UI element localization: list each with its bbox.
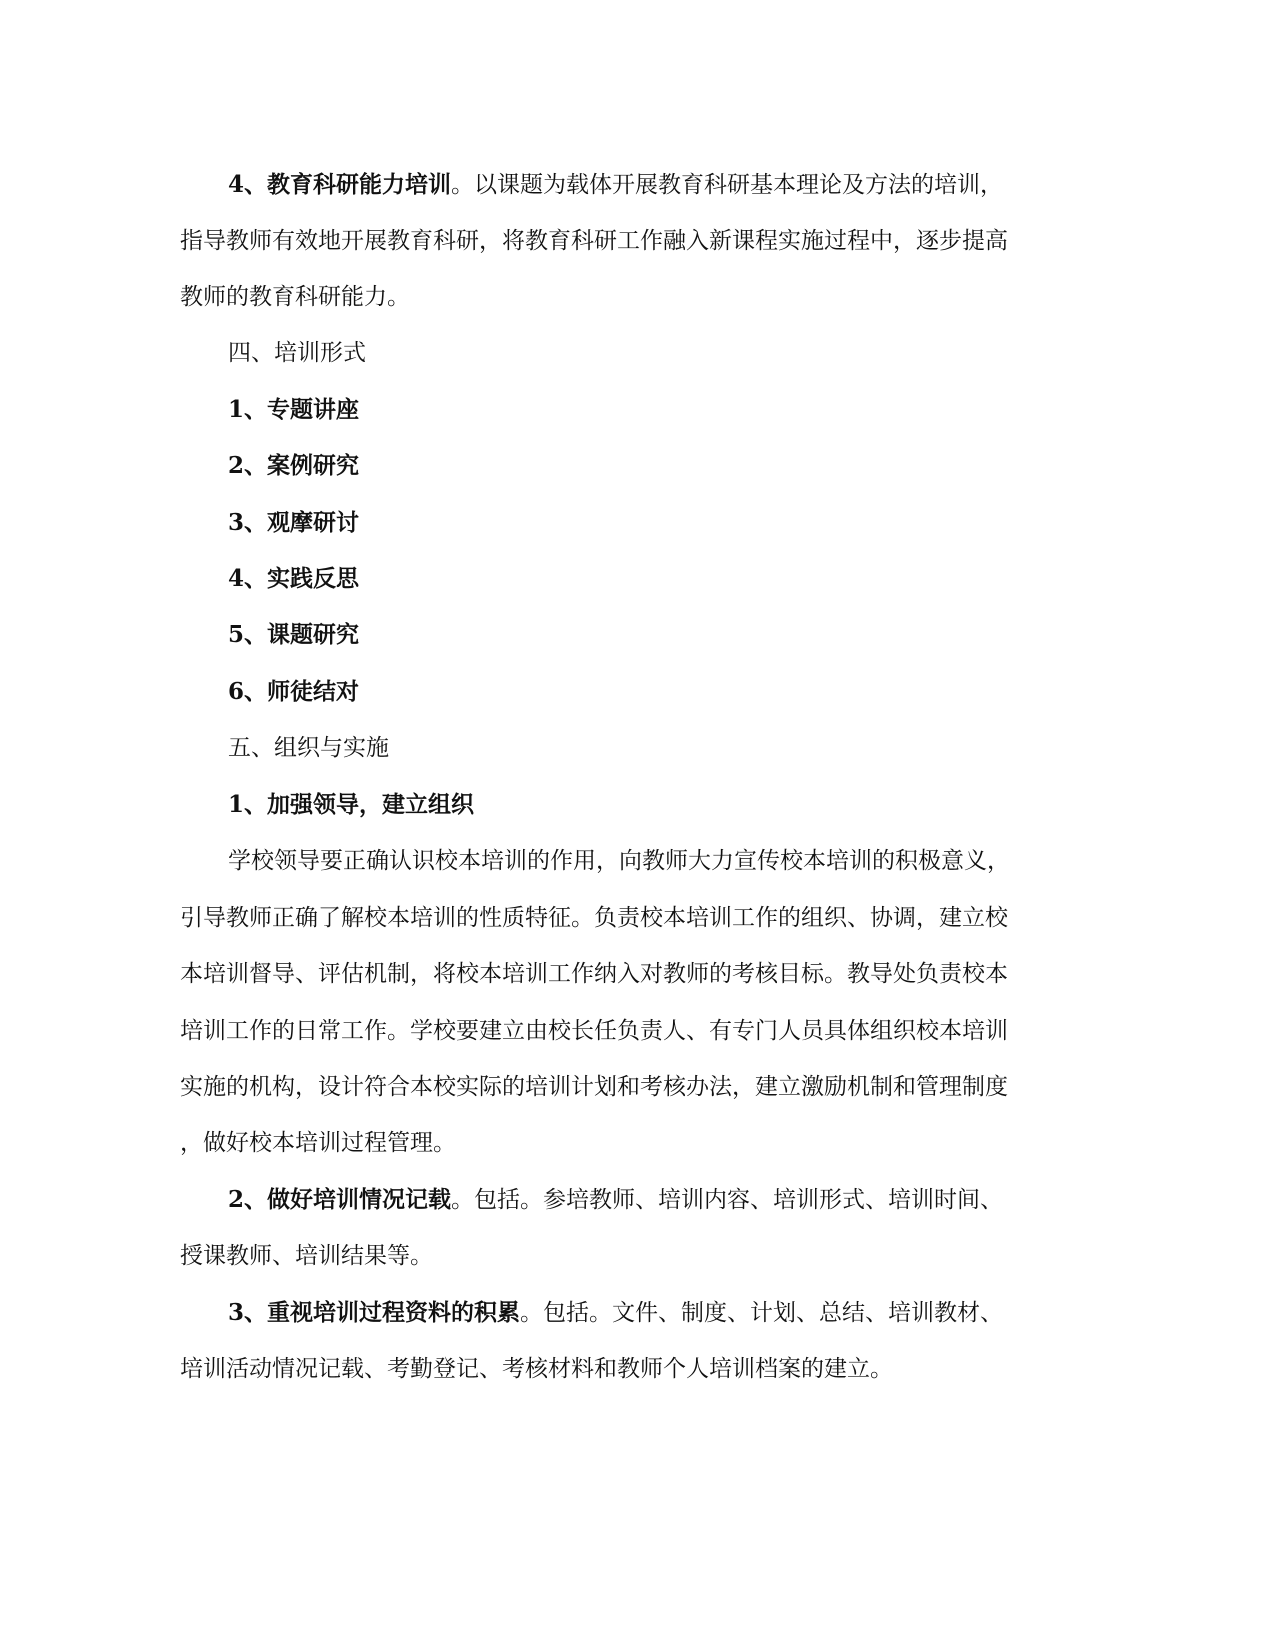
section-heading: 四、培训形式 (228, 340, 366, 366)
paragraph-line: 引导教师正确了解校本培训的性质特征。负责校本培训工作的组织、协调，建立校 (180, 905, 1008, 931)
paragraph-line: ，做好校本培训过程管理。 (180, 1130, 456, 1156)
list-item (228, 559, 1108, 599)
paragraph-line: 教师的教育科研能力。 (180, 284, 410, 310)
subsection-heading (228, 785, 1108, 825)
line-text: 。以课题为载体开展教育科研基本理论及方法的培训， (451, 172, 1004, 198)
paragraph-line: 实施的机构，设计符合本校实际的培训计划和考核办法，建立激励机制和管理制度 (180, 1074, 1008, 1100)
list-item (228, 446, 1108, 486)
paragraph-line (228, 1180, 1108, 1220)
list-item (228, 503, 1108, 543)
paragraph-line: 指导教师有效地开展教育科研，将教育科研工作融入新课程实施过程中，逐步提高 (180, 228, 1008, 254)
line-text: 。包括。参培教师、培训内容、培训形式、培训时间、 (451, 1187, 1004, 1213)
paragraph-line: 培训工作的日常工作。学校要建立由校长任负责人、有专门人员具体组织校本培训 (180, 1018, 1008, 1044)
list-item-label: 2、案例研究 (228, 452, 360, 479)
list-item (228, 390, 1108, 430)
line-text: 。包括。文件、制度、计划、总结、培训教材、 (520, 1300, 1004, 1326)
paragraph-line (228, 165, 1108, 205)
paragraph-line: 学校领导要正确认识校本培训的作用，向教师大力宣传校本培训的积极意义， (228, 848, 1010, 874)
list-item-label: 6、师徒结对 (228, 678, 360, 705)
list-item-label: 3、观摩研讨 (228, 509, 360, 536)
list-item-label: 1、专题讲座 (228, 396, 360, 423)
paragraph-line: 授课教师、培训结果等。 (180, 1243, 433, 1269)
list-item (228, 672, 1108, 712)
list-item-label: 5、课题研究 (228, 621, 360, 648)
bold-heading: 2、做好培训情况记载 (228, 1186, 452, 1213)
paragraph-line: 本培训督导、评估机制，将校本培训工作纳入对教师的考核目标。教导处负责校本 (180, 961, 1008, 987)
list-item (228, 615, 1108, 655)
paragraph-line (228, 1293, 1108, 1333)
bold-heading: 4、教育科研能力培训 (228, 171, 452, 198)
subsection-heading-label: 1、加强领导，建立组织 (228, 791, 475, 818)
paragraph-line: 培训活动情况记载、考勤登记、考核材料和教师个人培训档案的建立。 (180, 1356, 893, 1382)
bold-heading: 3、重视培训过程资料的积累 (228, 1299, 521, 1326)
list-item-label: 4、实践反思 (228, 565, 360, 592)
section-heading: 五、组织与实施 (228, 735, 389, 761)
